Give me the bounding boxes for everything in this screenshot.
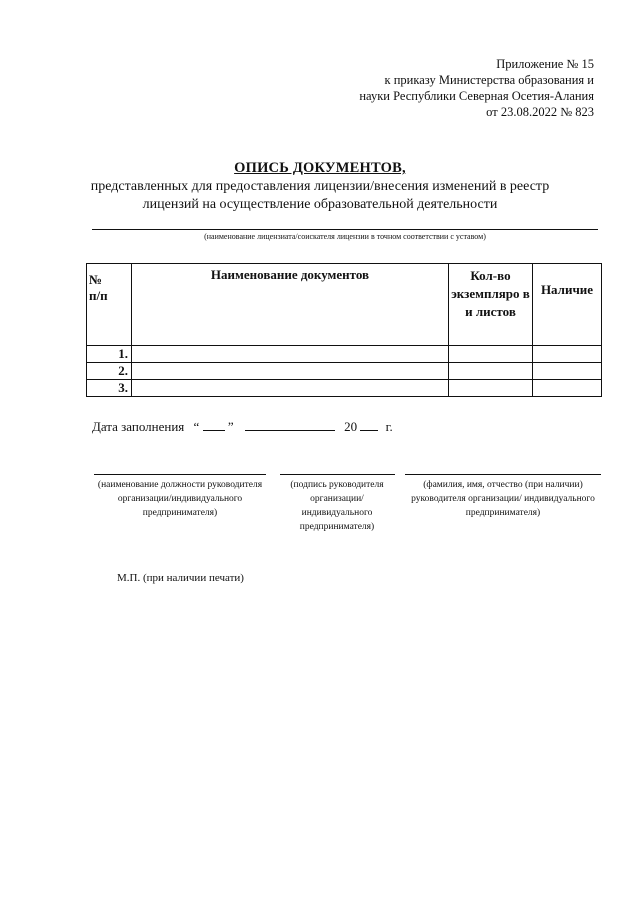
quantity-cell[interactable] xyxy=(449,363,533,380)
fill-date-label: Дата заполнения xyxy=(92,419,185,434)
header-num xyxy=(87,264,132,346)
document-name-cell[interactable] xyxy=(132,380,449,397)
fullname-caption: (фамилия, имя, отчество (при наличии) руководителя организации/ индивидуального предпринимателя) xyxy=(411,480,595,518)
document-subtitle: представленных для предоставления лицензии/внесения изменений в реестр лицензий на осуществление образовательной деятельности xyxy=(90,179,550,212)
documents-table xyxy=(86,263,602,397)
header-availability: Наличие xyxy=(533,264,602,346)
document-name-cell[interactable] xyxy=(132,346,449,363)
appendix-number: Приложение № 15 xyxy=(496,57,594,71)
appendix-order-line: к приказу Министерства образования и xyxy=(384,73,594,87)
quantity-cell[interactable] xyxy=(449,380,533,397)
licensee-name-line[interactable] xyxy=(92,229,598,230)
appendix-date: от 23.08.2022 № 823 xyxy=(486,105,594,119)
row-number: 3. xyxy=(87,380,132,397)
row-number: 1. xyxy=(87,346,132,363)
table-row xyxy=(87,380,602,397)
table-row xyxy=(87,346,602,363)
day-blank[interactable] xyxy=(203,416,225,431)
availability-cell[interactable] xyxy=(533,380,602,397)
header-num-pp: п/п xyxy=(89,288,108,303)
fill-date-row xyxy=(92,416,393,435)
position-caption: (наименование должности руководителя организации/индивидуального предпринимателя) xyxy=(97,480,263,518)
header-num-sign: № xyxy=(89,272,103,287)
year-blank[interactable] xyxy=(360,416,378,431)
licensee-name-caption: (наименование лицензиата/соискателя лицензии в точном соответствии с уставом) xyxy=(204,232,486,241)
position-line[interactable] xyxy=(94,474,266,475)
table-row xyxy=(87,363,602,380)
availability-cell[interactable] xyxy=(533,363,602,380)
fullname-line[interactable] xyxy=(405,474,601,475)
close-quote: ” xyxy=(227,419,234,434)
year-suffix: г. xyxy=(385,419,393,434)
header-document-name: Наименование документов xyxy=(132,264,449,346)
year-prefix: 20 xyxy=(344,419,358,434)
document-title: ОПИСЬ ДОКУМЕНТОВ, xyxy=(234,160,406,176)
signature-caption: (подпись руководителя организации/ индивидуального предпринимателя) xyxy=(290,480,384,532)
appendix-reference xyxy=(359,56,594,120)
document-name-cell[interactable] xyxy=(132,363,449,380)
header-quantity: Кол-во экземпляро в и листов xyxy=(449,264,533,346)
appendix-ministry-line: науки Республики Северная Осетия-Алания xyxy=(359,89,594,103)
month-blank[interactable] xyxy=(245,416,335,431)
row-number: 2. xyxy=(87,363,132,380)
table-header-row xyxy=(87,264,602,346)
availability-cell[interactable] xyxy=(533,346,602,363)
signature-line[interactable] xyxy=(280,474,395,475)
quantity-cell[interactable] xyxy=(449,346,533,363)
stamp-note: М.П. (при наличии печати) xyxy=(117,572,244,584)
open-quote: “ xyxy=(193,419,200,434)
